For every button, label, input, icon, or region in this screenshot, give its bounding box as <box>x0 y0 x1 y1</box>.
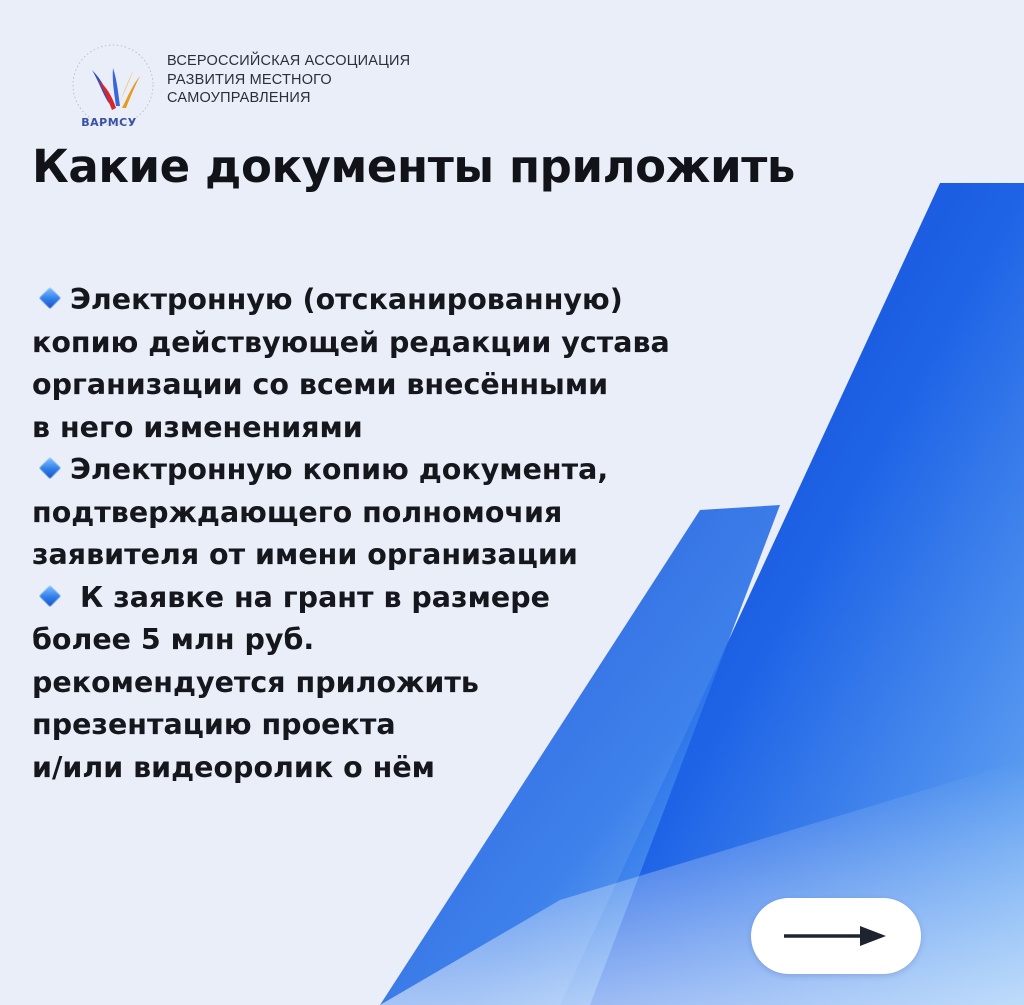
list-item-line: презентацию проекта <box>32 708 396 741</box>
organization-name-line: РАЗВИТИЯ МЕСТНОГО <box>167 71 332 88</box>
organization-name <box>167 52 410 108</box>
organization-name-line: ВСЕРОССИЙСКАЯ АССОЦИАЦИЯ <box>167 53 411 69</box>
list-item-line: организации со всеми внесёнными <box>32 368 609 401</box>
list-item-line: копию действующей редакции устава <box>32 325 670 359</box>
list-item-line: заявителя от имени организации <box>32 538 578 571</box>
list-item-line: Электронную копию документа, <box>32 449 792 492</box>
blue-diamond-icon <box>39 287 62 310</box>
arrow-right-icon <box>782 921 890 951</box>
blue-diamond-icon <box>39 457 62 480</box>
list-item-line: рекомендуется приложить <box>32 665 479 699</box>
page-title: Какие документы приложить <box>32 140 795 193</box>
blue-diamond-icon <box>39 584 62 607</box>
list-item-line: подтверждающего полномочия <box>32 495 563 529</box>
list-item-line: более 5 млн руб. <box>32 623 315 656</box>
organization-name-line: САМОУПРАВЛЕНИЯ <box>167 90 311 106</box>
organization-abbreviation: ВАРМСУ <box>81 116 137 129</box>
list-item-line: Электронную (отсканированную) <box>32 279 792 322</box>
list-item-line: и/или видеоролик о нём <box>32 750 435 784</box>
next-slide-button[interactable] <box>751 898 921 974</box>
list-item-line: К заявке на грант в размере <box>32 577 792 620</box>
documents-list <box>32 279 792 789</box>
list-item-line: в него изменениями <box>32 410 363 444</box>
